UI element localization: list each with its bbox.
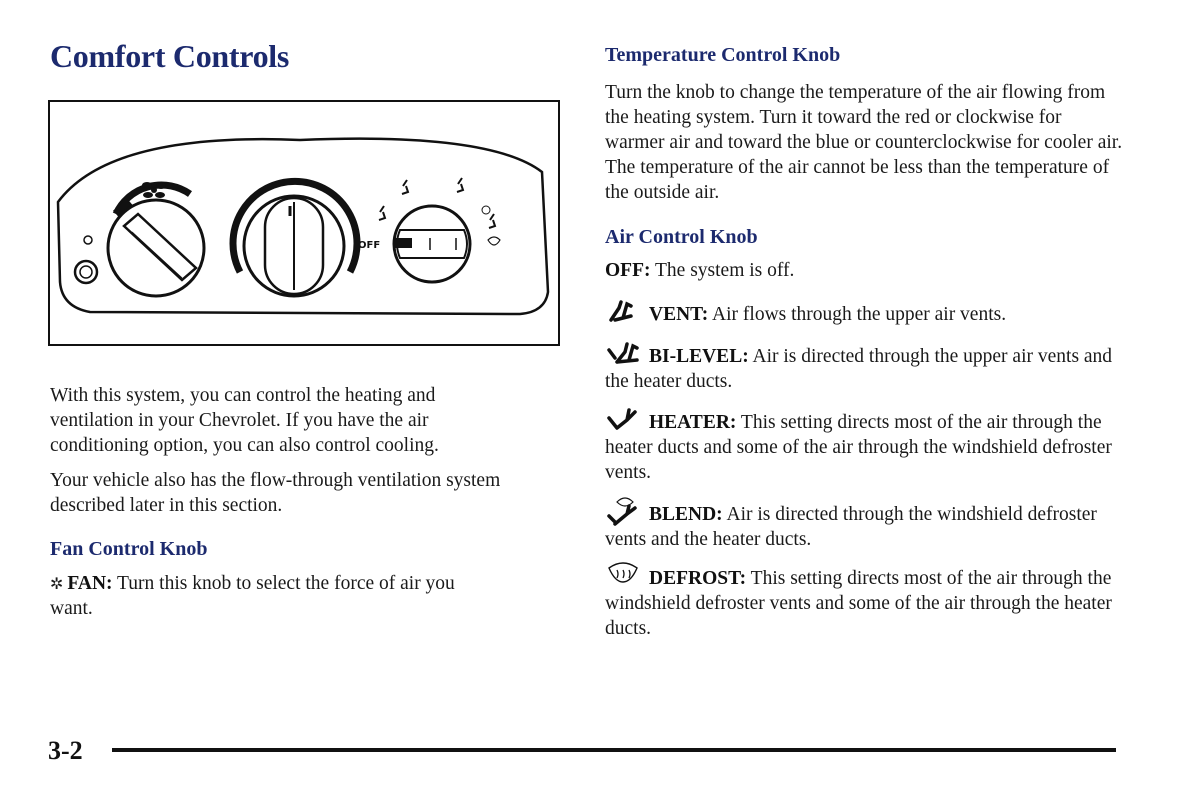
air-control-heading: Air Control Knob — [605, 226, 758, 248]
temperature-description: Turn the knob to change the temperature of the air flowing from the heating system. Turn it toward the red or clockwise for warmer air and toward the blue or counterclockwise for cooler air. The temperature of the air cannot be less than the temperature of the outside air. — [605, 82, 1123, 203]
off-label: OFF — [358, 240, 381, 251]
air-control-knob[interactable] — [394, 206, 470, 282]
air-off-label: OFF: — [605, 260, 651, 281]
blend-icon — [605, 496, 641, 526]
heater-icon — [605, 406, 641, 432]
vent-mode-icon-left — [379, 206, 385, 220]
control-panel-illustration — [50, 102, 562, 348]
footer-rule — [112, 748, 1116, 752]
rear-defog-button[interactable] — [75, 261, 97, 283]
vent-text: Air flows through the upper air vents. — [708, 304, 1007, 325]
heater-text: This setting directs most of the air through the heater ducts and some of the air through the windshield defroster vents. — [605, 412, 1112, 483]
bilevel-mode-icon — [457, 178, 463, 192]
air-heater-item — [605, 406, 1125, 485]
vent-mode-icon — [402, 180, 408, 194]
indicator-dot — [84, 236, 92, 244]
temperature-control-knob[interactable] — [233, 181, 357, 296]
fan-control-knob[interactable] — [108, 185, 204, 296]
control-panel-figure — [48, 100, 560, 346]
air-bilevel-item — [605, 340, 1125, 394]
intro-paragraph-2: Your vehicle also has the flow-through ventilation system described later in this section. — [50, 470, 501, 516]
vent-label: VENT: — [649, 304, 709, 325]
blend-label: BLEND: — [649, 504, 723, 525]
fan-control-heading: Fan Control Knob — [50, 538, 208, 560]
fan-label: FAN: — [67, 573, 113, 594]
defrost-text: This setting directs most of the air through the windshield defroster vents and some of the air through the heater ducts. — [605, 568, 1112, 639]
intro-paragraph-1: With this system, you can control the heating and ventilation in your Chevrolet. If you have the air conditioning option, you can also control cooling. — [50, 385, 439, 456]
air-blend-item — [605, 496, 1125, 552]
fan-text: Turn this knob to select the force of air you want. — [50, 573, 455, 619]
bilevel-icon — [605, 340, 641, 366]
defrost-mode-icon — [488, 237, 500, 245]
fan-description — [50, 571, 500, 621]
air-off-item — [605, 258, 1125, 283]
blend-mode-icon — [482, 206, 495, 228]
bilevel-text: Air is directed through the upper air vents and the heater ducts. — [605, 346, 1113, 392]
temperature-control-heading: Temperature Control Knob — [605, 44, 841, 66]
air-vent-item — [605, 298, 1125, 327]
fan-icon-inline: ✲ — [50, 574, 64, 593]
page-number: 3-2 — [48, 736, 83, 765]
bilevel-label: BI-LEVEL: — [649, 346, 749, 367]
defrost-label: DEFROST: — [649, 568, 747, 589]
air-off-text: The system is off. — [650, 260, 795, 281]
heater-label: HEATER: — [649, 412, 737, 433]
page-title: Comfort Controls — [50, 38, 290, 74]
blend-text: Air is directed through the windshield defroster vents and the heater ducts. — [605, 504, 1097, 550]
defrost-icon — [605, 560, 641, 590]
vent-icon — [605, 298, 641, 324]
air-defrost-item — [605, 560, 1125, 641]
